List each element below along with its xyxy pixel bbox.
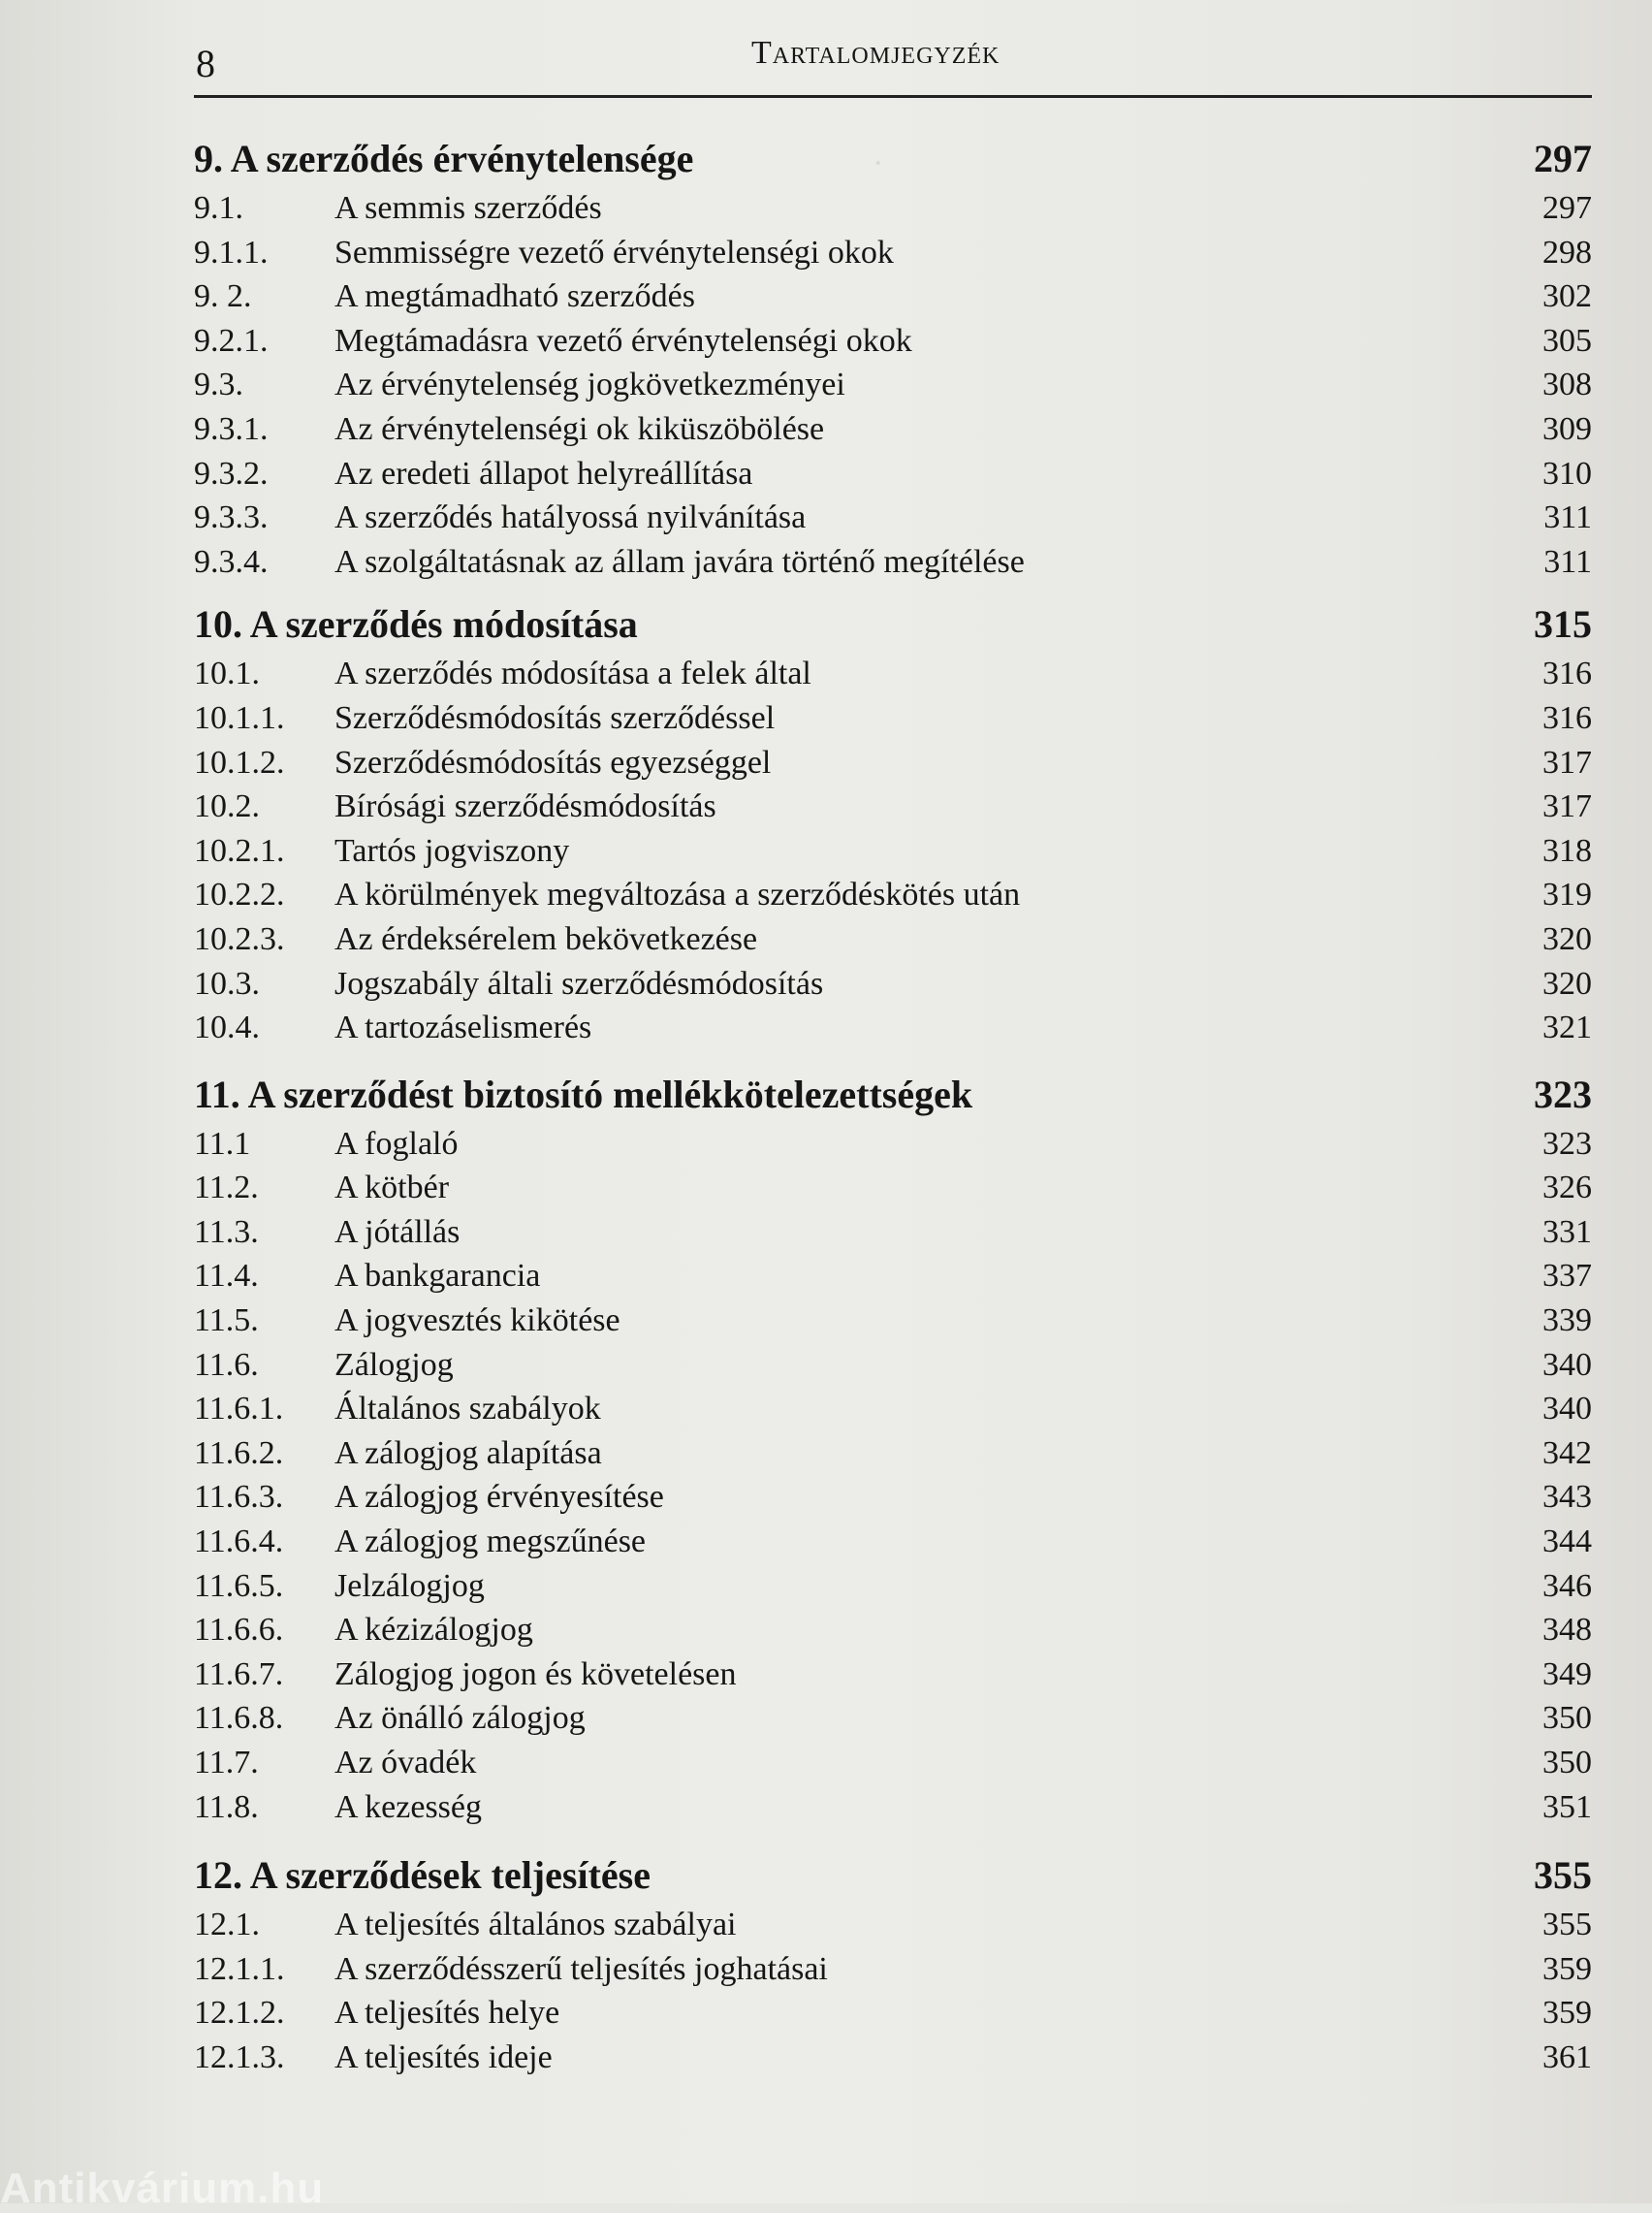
entry-title: A teljesítés általános szabályai [334,1907,737,1943]
entry-page-number: 309 [1542,410,1592,447]
toc-entry [194,235,1592,279]
entry-number: 11.6.4. [194,1523,284,1560]
entry-number: 10.4. [194,1010,260,1046]
entry-page-number: 340 [1542,1391,1592,1427]
entry-page-number: 340 [1542,1346,1592,1383]
entry-number: 9.1. [194,190,243,226]
watermark: Antikvárium.hu [0,2165,325,2212]
entry-page-number: 344 [1542,1523,1592,1560]
entry-page-number: 359 [1542,1950,1592,1987]
entry-page-number: 318 [1542,832,1592,869]
entry-page-number: 305 [1542,322,1592,359]
toc-entry [194,2039,1592,2084]
entry-title: Szerződésmódosítás egyezséggel [334,744,772,781]
entry-page-number: 316 [1542,699,1592,736]
entry-number: 12.1.1. [194,1950,285,1987]
entry-number: 10.2. [194,788,260,825]
entry-title: A szerződés módosítása a felek által [334,656,811,692]
entry-title: A kötbér [334,1170,450,1206]
toc-entry [194,1700,1592,1745]
toc-chapter [194,601,1592,1053]
entry-title: A foglaló [334,1125,459,1162]
toc-chapter [194,1072,1592,1834]
toc-entry [194,921,1592,966]
entry-title: A szerződésszerű teljesítés joghatásai [334,1950,828,1987]
entry-title: Az önálló zálogjog [334,1700,586,1737]
toc-entry [194,745,1592,789]
entry-page-number: 346 [1542,1567,1592,1604]
entry-title: A kezesség [334,1788,483,1825]
chapter-title: 11. A szerződést biztosító mellékkötelezettségek [194,1072,973,1116]
entry-page-number: 298 [1542,234,1592,271]
toc-entry [194,1170,1592,1214]
chapter-title: 10. A szerződés módosítása [194,602,638,647]
toc-chapter [194,136,1592,588]
toc-chapter [194,1852,1592,2083]
entry-number: 10.1.2. [194,744,285,781]
toc-entry [194,877,1592,921]
toc-entry [194,1745,1592,1789]
header-rule [194,95,1592,98]
toc-entry [194,1126,1592,1171]
toc-entry [194,1568,1592,1613]
entry-page-number: 317 [1542,744,1592,781]
entry-title: A bankgarancia [334,1258,541,1295]
entry-page-number: 361 [1542,2038,1592,2075]
entry-number: 11.6.2. [194,1434,284,1471]
entry-title: Bírósági szerződésmódosítás [334,788,716,825]
toc-entry [194,1656,1592,1701]
toc-entry [194,1214,1592,1259]
entry-title: Az óvadék [334,1745,477,1780]
entry-title: Az érdeksérelem bekövetkezése [334,920,758,957]
page-header [194,27,1592,105]
entry-title: Jelzálogjog [334,1567,485,1604]
entry-page-number: 342 [1542,1434,1592,1471]
toc-entry [194,1258,1592,1302]
toc-entry [194,1612,1592,1656]
entry-number: 11.6.8. [194,1700,284,1737]
entry-number: 10.3. [194,965,260,1002]
entry-number: 9.3. [194,367,243,403]
chapter-heading [194,136,1592,190]
entry-page-number: 351 [1542,1788,1592,1825]
toc-entry [194,1479,1592,1523]
chapter-page-number: 355 [1534,1853,1592,1898]
toc-entry [194,700,1592,745]
chapter-heading [194,1852,1592,1907]
entry-number: 9. 2. [194,278,252,315]
entry-number: 11.6.7. [194,1655,284,1692]
entry-number: 11.2. [194,1170,259,1206]
entry-title: Az érvénytelenségi ok kiküszöbölése [334,410,825,447]
entry-page-number: 311 [1543,543,1592,580]
chapter-title: 12. A szerződések teljesítése [194,1853,651,1898]
entry-page-number: 323 [1542,1125,1592,1162]
toc-entry [194,499,1592,544]
entry-title: Szerződésmódosítás szerződéssel [334,699,776,736]
entry-number: 11.6.6. [194,1612,284,1649]
toc-entry [194,656,1592,700]
entry-title: Semmisségre vezető érvénytelenségi okok [334,234,894,271]
entry-page-number: 349 [1542,1655,1592,1692]
entry-number: 11.6.3. [194,1479,284,1516]
toc-entry [194,456,1592,500]
entry-title: Tartós jogviszony [334,832,570,869]
chapter-page-number: 297 [1534,137,1592,180]
entry-title: A kézizálogjog [334,1612,533,1649]
entry-page-number: 350 [1542,1745,1592,1780]
toc-entry [194,1347,1592,1392]
entry-title: A zálogjog megszűnése [334,1523,647,1560]
toc-entry [194,1995,1592,2039]
entry-title: A megtámadható szerződés [334,278,695,315]
entry-number: 9.1.1. [194,234,269,271]
entry-page-number: 343 [1542,1479,1592,1516]
entry-title: Általános szabályok [334,1391,601,1427]
toc-entry [194,1391,1592,1435]
entry-title: A jótállás [334,1213,461,1250]
toc-entry [194,966,1592,1010]
entry-number: 11.6.5. [194,1567,284,1604]
entry-number: 11.8. [194,1788,259,1825]
toc-entry [194,1789,1592,1834]
entry-title: A körülmények megváltozása a szerződéskötés után [334,877,1021,914]
entry-title: A teljesítés helye [334,1995,560,2032]
entry-number: 11.3. [194,1213,259,1250]
page-number: 8 [196,42,215,85]
entry-page-number: 339 [1542,1302,1592,1339]
entry-number: 9.3.3. [194,499,269,536]
toc-entry [194,1302,1592,1347]
entry-title: Zálogjog [334,1346,454,1383]
entry-number: 9.2.1. [194,322,269,359]
toc-entry [194,367,1592,411]
entry-number: 10.2.2. [194,877,285,914]
entry-title: A semmis szerződés [334,190,602,226]
entry-page-number: 326 [1542,1170,1592,1206]
entry-title: Megtámadásra vezető érvénytelenségi okok [334,322,912,359]
entry-title: Az eredeti állapot helyreállítása [334,455,753,492]
entry-page-number: 337 [1542,1258,1592,1295]
entry-title: Jogszabály általi szerződésmódosítás [334,965,824,1002]
toc-entry [194,323,1592,368]
entry-number: 11.7. [194,1745,259,1780]
toc-entry [194,1435,1592,1480]
entry-page-number: 331 [1542,1213,1592,1250]
toc-entry [194,411,1592,456]
entry-title: A teljesítés ideje [334,2038,553,2075]
entry-title: A tartozáselismerés [334,1010,592,1046]
entry-page-number: 297 [1542,190,1592,226]
entry-page-number: 320 [1542,920,1592,957]
toc-entry [194,1010,1592,1054]
toc-entry [194,788,1592,833]
entry-number: 12.1.3. [194,2038,285,2075]
chapter-title: 9. A szerződés érvénytelensége [194,137,694,180]
toc-entry [194,1907,1592,1951]
entry-number: 9.3.4. [194,543,269,580]
entry-title: A szerződés hatályossá nyilvánítása [334,499,807,536]
toc-entry [194,544,1592,589]
entry-page-number: 317 [1542,788,1592,825]
entry-number: 11.4. [194,1258,259,1295]
entry-number: 11.6. [194,1346,259,1383]
toc-entry [194,278,1592,323]
entry-page-number: 316 [1542,656,1592,692]
entry-number: 11.6.1. [194,1391,284,1427]
chapter-heading [194,1072,1592,1126]
entry-title: A szolgáltatásnak az állam javára történő megítélése [334,543,1025,580]
entry-number: 9.3.2. [194,455,269,492]
toc-entry [194,1523,1592,1568]
show-through-text: · [873,145,884,181]
running-title: Tartalomjegyzék [751,35,1001,71]
entry-number: 10.1. [194,656,260,692]
entry-page-number: 359 [1542,1995,1592,2032]
chapter-page-number: 315 [1534,602,1592,647]
entry-page-number: 302 [1542,278,1592,315]
entry-number: 10.2.1. [194,832,285,869]
entry-title: Zálogjog jogon és követelésen [334,1655,737,1692]
entry-number: 11.5. [194,1302,259,1339]
entry-page-number: 355 [1542,1907,1592,1943]
entry-number: 12.1. [194,1907,260,1943]
entry-page-number: 308 [1542,367,1592,403]
chapter-heading [194,601,1592,656]
entry-number: 11.1 [194,1125,251,1162]
toc-entry [194,1951,1592,1996]
entry-number: 9.3.1. [194,410,269,447]
table-of-contents [194,136,1592,2084]
entry-title: Az érvénytelenség jogkövetkezményei [334,367,845,403]
toc-entry [194,190,1592,235]
entry-page-number: 311 [1543,499,1592,536]
entry-title: A jogvesztés kikötése [334,1302,620,1339]
chapter-page-number: 323 [1534,1072,1592,1116]
toc-entry [194,833,1592,878]
entry-page-number: 310 [1542,455,1592,492]
entry-page-number: 320 [1542,965,1592,1002]
entry-page-number: 321 [1542,1010,1592,1046]
entry-title: A zálogjog alapítása [334,1434,602,1471]
entry-number: 10.2.3. [194,920,285,957]
entry-number: 10.1.1. [194,699,285,736]
entry-page-number: 319 [1542,877,1592,914]
entry-title: A zálogjog érvényesítése [334,1479,664,1516]
entry-page-number: 348 [1542,1612,1592,1649]
entry-number: 12.1.2. [194,1995,285,2032]
entry-page-number: 350 [1542,1700,1592,1737]
